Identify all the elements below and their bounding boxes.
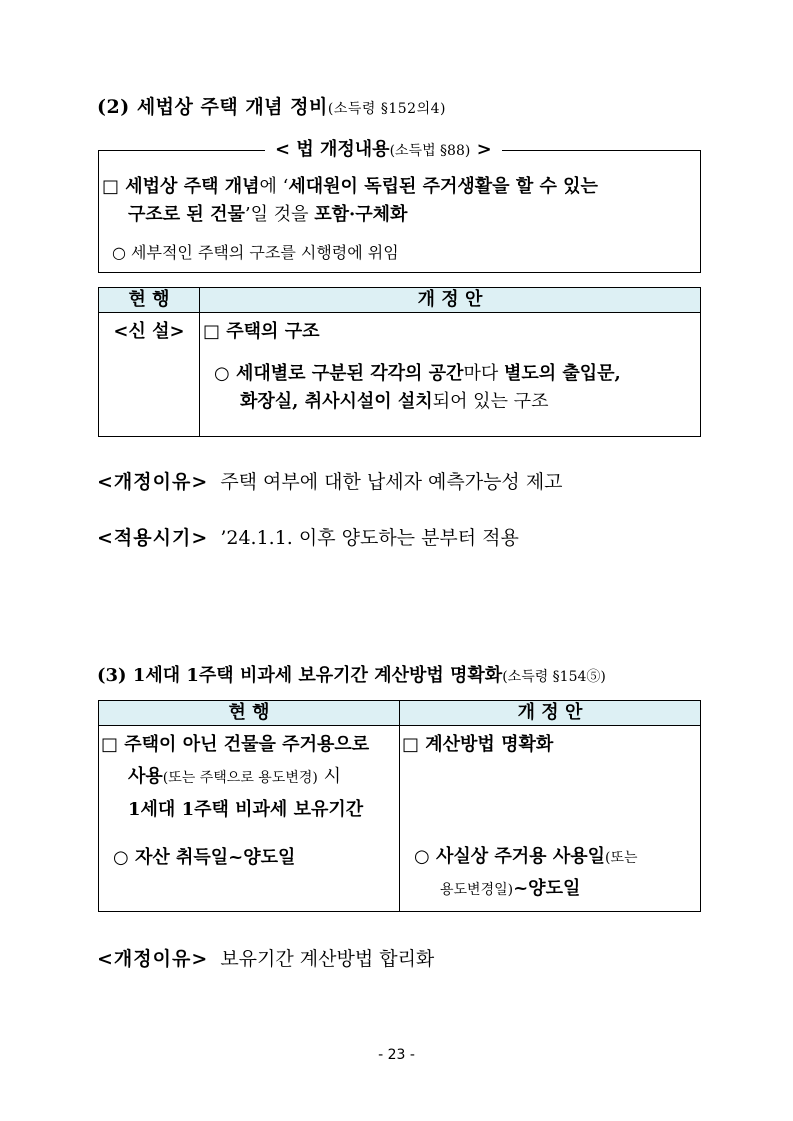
proposed-sub-line1: ○ 사실상 주거용 사용일(또는 xyxy=(414,846,638,867)
section2-heading: (2) 세법상 주택 개념 정비(소득령 §152의4) xyxy=(97,96,446,118)
section3-heading: (3) 1세대 1주택 비과세 보유기간 계산방법 명확화(소득령 §154⑤) xyxy=(97,665,606,686)
law-revision-box-title: < 법 개정내용(소득법 §88) > xyxy=(265,137,502,164)
proposed-sub-line2: 용도변경일)~양도일 xyxy=(440,878,581,899)
col-current: 현 행 xyxy=(99,701,400,726)
page-number: - 23 - xyxy=(378,1047,415,1063)
section2-apply: <적용시기> ’24.1.1. 이후 양도하는 분부터 적용 xyxy=(97,527,519,549)
col-current: 현 행 xyxy=(99,288,200,313)
section3-comparison-table xyxy=(98,700,701,912)
col-proposed: 개 정 안 xyxy=(400,701,701,726)
box-line-1: □ 세법상 주택 개념에 ‘세대원이 독립된 주거생활을 할 수 있는 xyxy=(102,176,598,197)
proposed-sub-line2: 화장실, 취사시설이 설치되어 있는 구조 xyxy=(240,391,549,412)
proposed-cell: □ 계산방법 명확화 ○ 사실상 주거용 사용일(또는 용도변경일)~양도일 xyxy=(400,726,701,912)
section3-reason: <개정이유> 보유기간 계산방법 합리화 xyxy=(97,948,435,970)
col-proposed: 개 정 안 xyxy=(200,288,701,313)
proposed-cell: □ 주택의 구조 ○ 세대별로 구분된 각각의 공간마다 별도의 출입문, 화장실, 취사시설이 설치되어 있는 구조 xyxy=(200,313,701,437)
section2-reason: <개정이유> 주택 여부에 대한 납세자 예측가능성 제고 xyxy=(97,471,563,493)
current-line2: 사용(또는 주택으로 용도변경) 시 xyxy=(128,766,341,787)
current-cell: <신 설> xyxy=(99,313,200,437)
box-sub-item: ○ 세부적인 주택의 구조를 시행령에 위임 xyxy=(112,243,399,262)
current-cell: □ 주택이 아닌 건물을 주거용으로 사용(또는 주택으로 용도변경) 시 1세대 1주택 비과세 보유기간 ○ 자산 취득일~양도일 xyxy=(99,726,400,912)
box-line-2: 구조로 된 건물’일 것을 포함·구체화 xyxy=(128,204,408,225)
section2-comparison-table xyxy=(98,287,701,437)
proposed-sub-line1: ○ 세대별로 구분된 각각의 공간마다 별도의 출입문, xyxy=(214,363,621,384)
